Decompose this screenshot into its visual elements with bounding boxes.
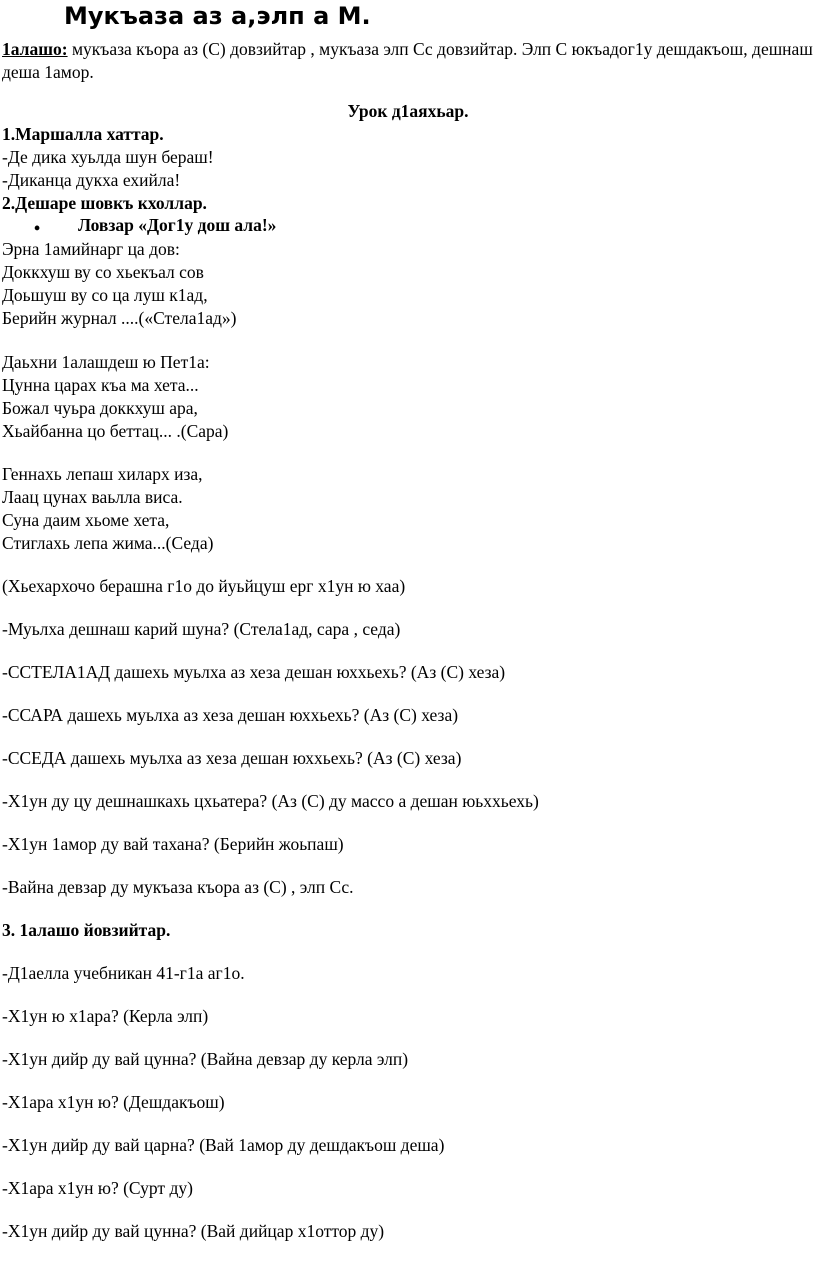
poem-line: Берийн журнал ....(«Стела1ад») bbox=[2, 308, 237, 328]
question-line: -Х1ун дийр ду вай цунна? (Вайна девзар ду керла элп) bbox=[2, 1049, 409, 1069]
intro-paragraph bbox=[2, 38, 814, 84]
poem-line: Доккхуш ву со хьекъал сов bbox=[2, 262, 204, 282]
document-title: Мукъаза аз а,элп а М. bbox=[64, 2, 371, 30]
greeting-line: -Диканца дукха ехийла! bbox=[2, 170, 181, 190]
question-line: -Вайна девзар ду мукъаза къора аз (С) , элп Сс. bbox=[2, 877, 354, 897]
game-title: Ловзар «Дог1у дош ала!» bbox=[78, 215, 277, 235]
question-line: -Х1ара х1ун ю? (Сурт ду) bbox=[2, 1178, 193, 1198]
poem-line: Хьайбанна цо беттац... .(Сара) bbox=[2, 421, 229, 441]
section3-heading: 3. 1алашо йовзийтар. bbox=[2, 920, 171, 940]
poem-line: Геннахь лепаш хиларх иза, bbox=[2, 464, 203, 484]
poem-line: Эрна 1амийнарг ца дов: bbox=[2, 239, 180, 259]
question-line: -Х1ара х1ун ю? (Дешдакъош) bbox=[2, 1092, 225, 1112]
greeting-line: -Де дика хуьлда шун бераш! bbox=[2, 147, 214, 167]
question-line: -ССАРА дашехь муьлха аз хеза дешан юххьехь? (Аз (С) хеза) bbox=[2, 705, 459, 725]
question-line: -Х1ун дийр ду вай цунна? (Вай дийцар х1оттор ду) bbox=[2, 1221, 385, 1241]
section2-heading: 2.Дешаре шовкъ кхоллар. bbox=[2, 193, 207, 213]
poem-line: Цунна царах къа ма хета... bbox=[2, 375, 199, 395]
goal-text: мукъаза къора аз (С) довзийтар , мукъаза элп Сс довзийтар. Элп С юкъадог1у дешдакъош, дешнаш деша 1амор. bbox=[2, 39, 813, 82]
question-line: (Хьехархочо берашна г1о до йуьйцуш ерг х1ун ю хаа) bbox=[2, 576, 406, 596]
poem-line: Божал чуьра доккхуш ара, bbox=[2, 398, 198, 418]
bullet-icon: • bbox=[34, 218, 41, 238]
question-line: -Муьлха дешнаш карий шуна? (Стела1ад, сара , седа) bbox=[2, 619, 401, 639]
question-line: -Д1аелла учебникан 41-г1а аг1о. bbox=[2, 963, 245, 983]
poem-line: Лаац цунах ваьлла виса. bbox=[2, 487, 183, 507]
question-line: -Х1ун 1амор ду вай тахана? (Берийн жоьпаш) bbox=[2, 834, 344, 854]
poem-line: Даьхни 1алашдеш ю Пет1а: bbox=[2, 352, 210, 372]
poem-line: Стиглахь лепа жима...(Седа) bbox=[2, 533, 214, 553]
goal-label: 1алашо: bbox=[2, 39, 68, 59]
lesson-heading: Урок д1аяхьар. bbox=[347, 101, 469, 121]
question-line: -Х1ун дийр ду вай царна? (Вай 1амор ду дешдакъош деша) bbox=[2, 1135, 445, 1155]
poem-line: Суна даим хьоме хета, bbox=[2, 510, 170, 530]
poem-line: Доьшуш ву со ца луш к1ад, bbox=[2, 285, 208, 305]
question-line: -Х1ун ду цу дешнашкахь цхьатера? (Аз (С) ду массо а дешан юьххьехь) bbox=[2, 791, 539, 811]
section1-heading: 1.Маршалла хаттар. bbox=[2, 124, 164, 144]
question-line: -Х1ун ю х1ара? (Керла элп) bbox=[2, 1006, 209, 1026]
question-line: -ССТЕЛА1АД дашехь муьлха аз хеза дешан юххьехь? (Аз (С) хеза) bbox=[2, 662, 506, 682]
question-line: -ССЕДА дашехь муьлха аз хеза дешан юххьехь? (Аз (С) хеза) bbox=[2, 748, 462, 768]
